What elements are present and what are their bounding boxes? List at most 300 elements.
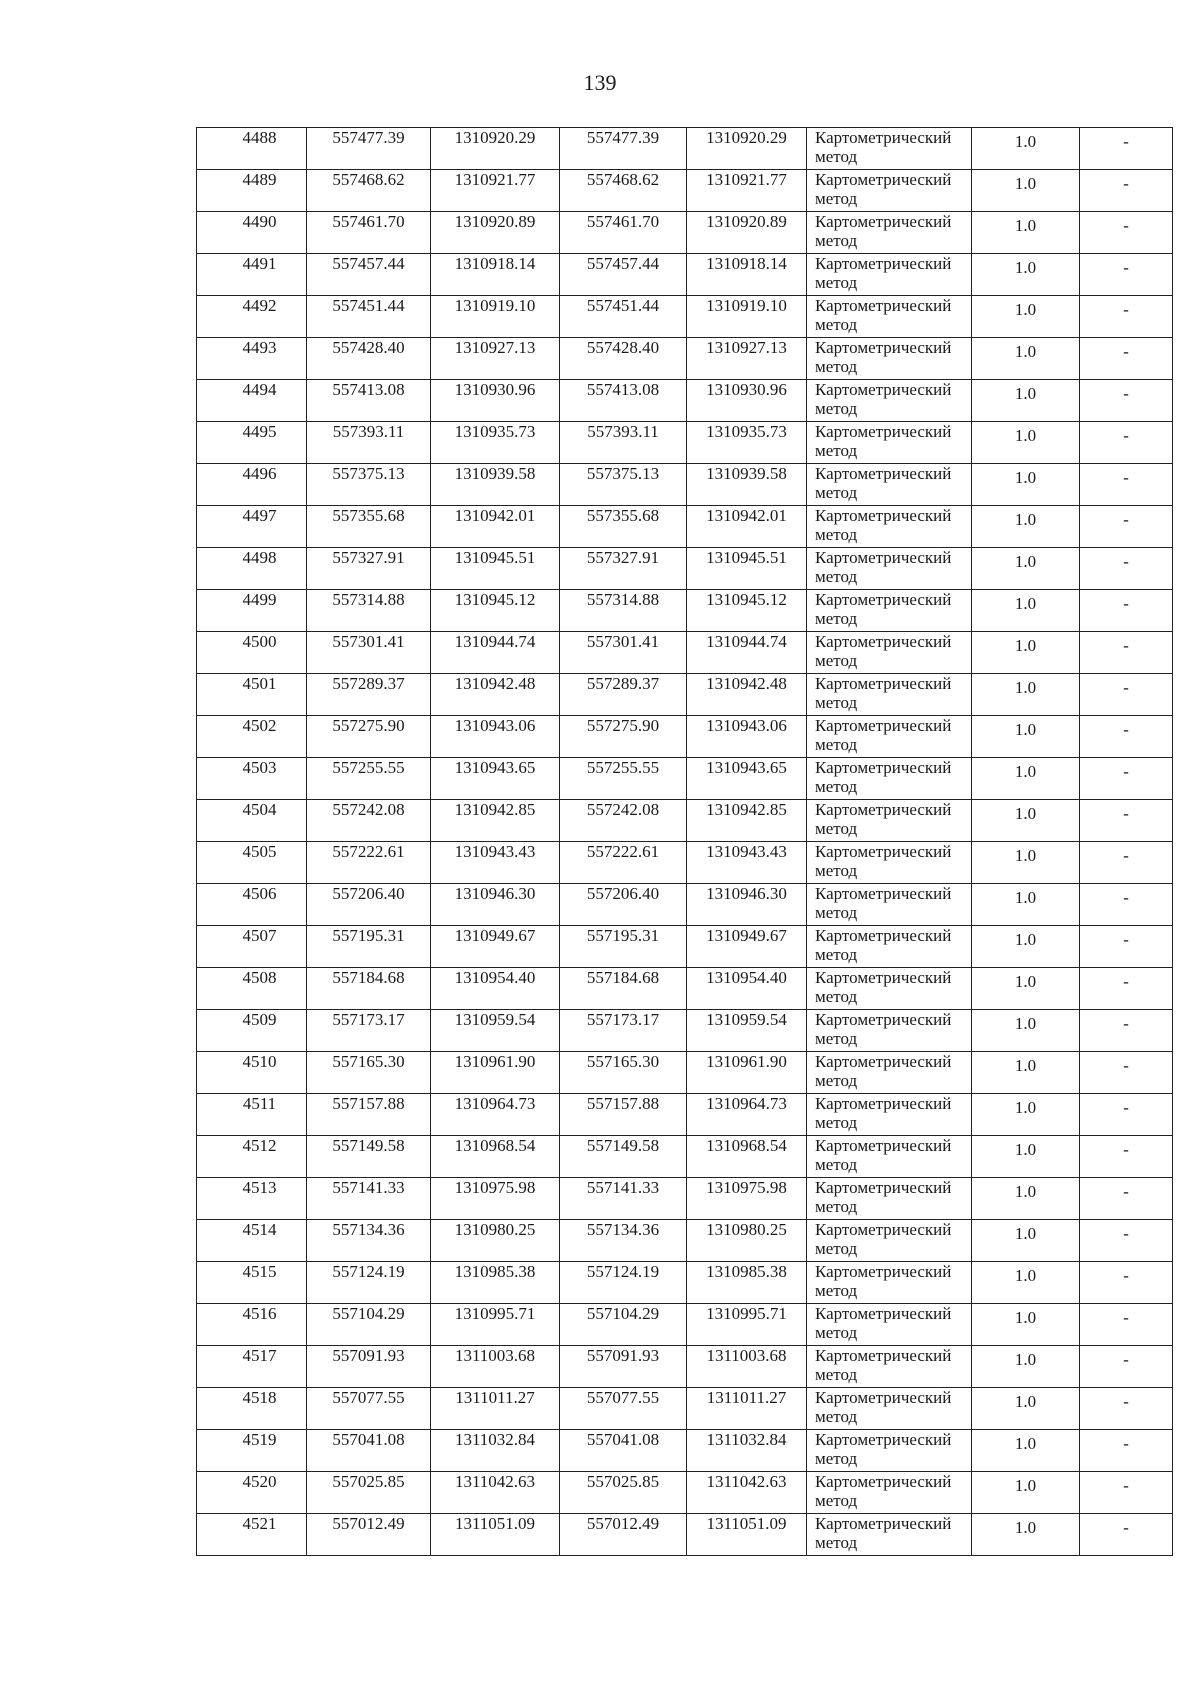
accuracy-cell: 1.0 [972,212,1080,254]
table-row [197,968,1173,1010]
x-new-cell: 557289.37 [560,674,687,716]
y-new-cell: 1310944.74 [687,632,807,674]
y-existing-cell: 1310946.30 [431,884,560,926]
table-row [197,338,1173,380]
y-existing-cell: 1310939.58 [431,464,560,506]
note-cell: - [1080,212,1173,254]
note-cell: - [1080,1136,1173,1178]
table-row [197,1262,1173,1304]
table-row [197,1052,1173,1094]
x-existing-cell: 557134.36 [307,1220,431,1262]
method-cell: Картометрический метод [807,632,972,674]
y-existing-cell: 1310985.38 [431,1262,560,1304]
y-new-cell: 1310968.54 [687,1136,807,1178]
x-existing-cell: 557255.55 [307,758,431,800]
y-new-cell: 1311042.63 [687,1472,807,1514]
x-new-cell: 557141.33 [560,1178,687,1220]
y-new-cell: 1310959.54 [687,1010,807,1052]
point-number-cell: 4488 [197,128,307,170]
y-new-cell: 1311032.84 [687,1430,807,1472]
accuracy-cell: 1.0 [972,1220,1080,1262]
x-existing-cell: 557012.49 [307,1514,431,1556]
method-cell: Картометрический метод [807,1136,972,1178]
method-cell: Картометрический метод [807,254,972,296]
note-cell: - [1080,1388,1173,1430]
y-new-cell: 1310920.29 [687,128,807,170]
x-new-cell: 557242.08 [560,800,687,842]
note-cell: - [1080,128,1173,170]
y-existing-cell: 1310918.14 [431,254,560,296]
y-existing-cell: 1310943.43 [431,842,560,884]
x-existing-cell: 557301.41 [307,632,431,674]
accuracy-cell: 1.0 [972,254,1080,296]
y-new-cell: 1310980.25 [687,1220,807,1262]
point-number-cell: 4508 [197,968,307,1010]
note-cell: - [1080,842,1173,884]
method-cell: Картометрический метод [807,1304,972,1346]
x-new-cell: 557255.55 [560,758,687,800]
table-row [197,1304,1173,1346]
note-cell: - [1080,1346,1173,1388]
y-existing-cell: 1310944.74 [431,632,560,674]
method-cell: Картометрический метод [807,842,972,884]
y-existing-cell: 1310943.06 [431,716,560,758]
table-row [197,170,1173,212]
table-row [197,254,1173,296]
method-cell: Картометрический метод [807,1430,972,1472]
x-new-cell: 557461.70 [560,212,687,254]
x-new-cell: 557428.40 [560,338,687,380]
point-number-cell: 4502 [197,716,307,758]
point-number-cell: 4495 [197,422,307,464]
point-number-cell: 4490 [197,212,307,254]
y-new-cell: 1310945.12 [687,590,807,632]
note-cell: - [1080,1010,1173,1052]
accuracy-cell: 1.0 [972,464,1080,506]
accuracy-cell: 1.0 [972,1346,1080,1388]
accuracy-cell: 1.0 [972,380,1080,422]
accuracy-cell: 1.0 [972,716,1080,758]
x-new-cell: 557025.85 [560,1472,687,1514]
table-row [197,422,1173,464]
method-cell: Картометрический метод [807,548,972,590]
point-number-cell: 4510 [197,1052,307,1094]
note-cell: - [1080,422,1173,464]
accuracy-cell: 1.0 [972,926,1080,968]
page-number: 139 [583,70,617,95]
y-new-cell: 1310949.67 [687,926,807,968]
x-existing-cell: 557477.39 [307,128,431,170]
note-cell: - [1080,632,1173,674]
table-row [197,1346,1173,1388]
x-existing-cell: 557141.33 [307,1178,431,1220]
note-cell: - [1080,254,1173,296]
point-number-cell: 4491 [197,254,307,296]
y-new-cell: 1310935.73 [687,422,807,464]
x-existing-cell: 557457.44 [307,254,431,296]
table-row [197,1010,1173,1052]
table-row [197,842,1173,884]
accuracy-cell: 1.0 [972,800,1080,842]
y-new-cell: 1310942.85 [687,800,807,842]
y-new-cell: 1310961.90 [687,1052,807,1094]
y-existing-cell: 1310942.01 [431,506,560,548]
x-new-cell: 557184.68 [560,968,687,1010]
table-row [197,800,1173,842]
point-number-cell: 4516 [197,1304,307,1346]
point-number-cell: 4506 [197,884,307,926]
note-cell: - [1080,1052,1173,1094]
x-new-cell: 557012.49 [560,1514,687,1556]
x-existing-cell: 557184.68 [307,968,431,1010]
table-row [197,464,1173,506]
method-cell: Картометрический метод [807,1010,972,1052]
x-new-cell: 557457.44 [560,254,687,296]
y-new-cell: 1310942.48 [687,674,807,716]
x-existing-cell: 557327.91 [307,548,431,590]
x-new-cell: 557157.88 [560,1094,687,1136]
table-row [197,632,1173,674]
note-cell: - [1080,590,1173,632]
y-new-cell: 1310943.06 [687,716,807,758]
x-new-cell: 557124.19 [560,1262,687,1304]
y-existing-cell: 1311011.27 [431,1388,560,1430]
x-existing-cell: 557077.55 [307,1388,431,1430]
point-number-cell: 4489 [197,170,307,212]
x-existing-cell: 557149.58 [307,1136,431,1178]
x-existing-cell: 557461.70 [307,212,431,254]
y-new-cell: 1310995.71 [687,1304,807,1346]
method-cell: Картометрический метод [807,212,972,254]
method-cell: Картометрический метод [807,1472,972,1514]
note-cell: - [1080,968,1173,1010]
note-cell: - [1080,170,1173,212]
y-existing-cell: 1310930.96 [431,380,560,422]
x-existing-cell: 557468.62 [307,170,431,212]
table-row [197,1430,1173,1472]
table-row [197,926,1173,968]
y-existing-cell: 1310942.48 [431,674,560,716]
table-row [197,1388,1173,1430]
x-existing-cell: 557413.08 [307,380,431,422]
y-new-cell: 1310943.65 [687,758,807,800]
point-number-cell: 4518 [197,1388,307,1430]
y-existing-cell: 1310959.54 [431,1010,560,1052]
table-row [197,1094,1173,1136]
y-existing-cell: 1310927.13 [431,338,560,380]
x-new-cell: 557468.62 [560,170,687,212]
method-cell: Картометрический метод [807,716,972,758]
x-new-cell: 557451.44 [560,296,687,338]
x-new-cell: 557275.90 [560,716,687,758]
x-new-cell: 557165.30 [560,1052,687,1094]
note-cell: - [1080,1304,1173,1346]
table-row [197,1220,1173,1262]
x-existing-cell: 557091.93 [307,1346,431,1388]
accuracy-cell: 1.0 [972,1262,1080,1304]
x-existing-cell: 557275.90 [307,716,431,758]
y-existing-cell: 1310995.71 [431,1304,560,1346]
y-existing-cell: 1311042.63 [431,1472,560,1514]
y-new-cell: 1311003.68 [687,1346,807,1388]
x-existing-cell: 557289.37 [307,674,431,716]
y-existing-cell: 1310975.98 [431,1178,560,1220]
method-cell: Картометрический метод [807,422,972,464]
method-cell: Картометрический метод [807,1262,972,1304]
note-cell: - [1080,926,1173,968]
x-new-cell: 557134.36 [560,1220,687,1262]
method-cell: Картометрический метод [807,506,972,548]
x-new-cell: 557149.58 [560,1136,687,1178]
note-cell: - [1080,800,1173,842]
table-row [197,212,1173,254]
x-new-cell: 557477.39 [560,128,687,170]
y-existing-cell: 1310945.12 [431,590,560,632]
note-cell: - [1080,758,1173,800]
point-number-cell: 4498 [197,548,307,590]
note-cell: - [1080,380,1173,422]
accuracy-cell: 1.0 [972,1052,1080,1094]
point-number-cell: 4503 [197,758,307,800]
y-existing-cell: 1310964.73 [431,1094,560,1136]
accuracy-cell: 1.0 [972,632,1080,674]
x-new-cell: 557206.40 [560,884,687,926]
y-new-cell: 1310946.30 [687,884,807,926]
method-cell: Картометрический метод [807,674,972,716]
point-number-cell: 4499 [197,590,307,632]
accuracy-cell: 1.0 [972,1010,1080,1052]
accuracy-cell: 1.0 [972,1388,1080,1430]
accuracy-cell: 1.0 [972,548,1080,590]
x-new-cell: 557375.13 [560,464,687,506]
accuracy-cell: 1.0 [972,758,1080,800]
method-cell: Картометрический метод [807,380,972,422]
accuracy-cell: 1.0 [972,338,1080,380]
method-cell: Картометрический метод [807,1514,972,1556]
point-number-cell: 4496 [197,464,307,506]
accuracy-cell: 1.0 [972,590,1080,632]
x-existing-cell: 557393.11 [307,422,431,464]
y-existing-cell: 1310949.67 [431,926,560,968]
accuracy-cell: 1.0 [972,968,1080,1010]
x-existing-cell: 557206.40 [307,884,431,926]
y-existing-cell: 1311003.68 [431,1346,560,1388]
x-existing-cell: 557124.19 [307,1262,431,1304]
y-existing-cell: 1311032.84 [431,1430,560,1472]
x-existing-cell: 557451.44 [307,296,431,338]
point-number-cell: 4494 [197,380,307,422]
y-new-cell: 1310920.89 [687,212,807,254]
point-number-cell: 4519 [197,1430,307,1472]
x-existing-cell: 557025.85 [307,1472,431,1514]
table-row [197,506,1173,548]
accuracy-cell: 1.0 [972,884,1080,926]
table-row [197,380,1173,422]
x-new-cell: 557314.88 [560,590,687,632]
note-cell: - [1080,506,1173,548]
y-existing-cell: 1310954.40 [431,968,560,1010]
table-row [197,1136,1173,1178]
accuracy-cell: 1.0 [972,1472,1080,1514]
x-new-cell: 557327.91 [560,548,687,590]
y-new-cell: 1310921.77 [687,170,807,212]
note-cell: - [1080,296,1173,338]
x-existing-cell: 557314.88 [307,590,431,632]
y-new-cell: 1310975.98 [687,1178,807,1220]
x-new-cell: 557104.29 [560,1304,687,1346]
method-cell: Картометрический метод [807,968,972,1010]
y-new-cell: 1311011.27 [687,1388,807,1430]
note-cell: - [1080,1220,1173,1262]
method-cell: Картометрический метод [807,1052,972,1094]
y-new-cell: 1310919.10 [687,296,807,338]
x-new-cell: 557355.68 [560,506,687,548]
point-number-cell: 4515 [197,1262,307,1304]
y-existing-cell: 1310961.90 [431,1052,560,1094]
point-number-cell: 4512 [197,1136,307,1178]
method-cell: Картометрический метод [807,1346,972,1388]
method-cell: Картометрический метод [807,800,972,842]
table-row [197,590,1173,632]
accuracy-cell: 1.0 [972,1304,1080,1346]
x-new-cell: 557173.17 [560,1010,687,1052]
note-cell: - [1080,1178,1173,1220]
y-existing-cell: 1310942.85 [431,800,560,842]
accuracy-cell: 1.0 [972,674,1080,716]
point-number-cell: 4501 [197,674,307,716]
y-existing-cell: 1310920.89 [431,212,560,254]
method-cell: Картометрический метод [807,296,972,338]
accuracy-cell: 1.0 [972,422,1080,464]
note-cell: - [1080,884,1173,926]
method-cell: Картометрический метод [807,1388,972,1430]
point-number-cell: 4520 [197,1472,307,1514]
method-cell: Картометрический метод [807,926,972,968]
point-number-cell: 4511 [197,1094,307,1136]
point-number-cell: 4509 [197,1010,307,1052]
note-cell: - [1080,1472,1173,1514]
table-row [197,1514,1173,1556]
method-cell: Картометрический метод [807,1094,972,1136]
table-body [197,128,1173,1556]
x-existing-cell: 557355.68 [307,506,431,548]
point-number-cell: 4492 [197,296,307,338]
x-new-cell: 557195.31 [560,926,687,968]
x-existing-cell: 557041.08 [307,1430,431,1472]
y-existing-cell: 1310945.51 [431,548,560,590]
y-new-cell: 1310942.01 [687,506,807,548]
x-existing-cell: 557375.13 [307,464,431,506]
accuracy-cell: 1.0 [972,842,1080,884]
accuracy-cell: 1.0 [972,296,1080,338]
y-new-cell: 1310943.43 [687,842,807,884]
note-cell: - [1080,1514,1173,1556]
y-existing-cell: 1310943.65 [431,758,560,800]
table-row [197,884,1173,926]
y-new-cell: 1310927.13 [687,338,807,380]
x-new-cell: 557301.41 [560,632,687,674]
method-cell: Картометрический метод [807,1220,972,1262]
x-new-cell: 557393.11 [560,422,687,464]
y-existing-cell: 1310968.54 [431,1136,560,1178]
x-existing-cell: 557195.31 [307,926,431,968]
table-row [197,296,1173,338]
x-existing-cell: 557157.88 [307,1094,431,1136]
table-row [197,674,1173,716]
y-existing-cell: 1310921.77 [431,170,560,212]
x-new-cell: 557041.08 [560,1430,687,1472]
accuracy-cell: 1.0 [972,1094,1080,1136]
method-cell: Картометрический метод [807,128,972,170]
method-cell: Картометрический метод [807,590,972,632]
point-number-cell: 4513 [197,1178,307,1220]
y-existing-cell: 1310920.29 [431,128,560,170]
note-cell: - [1080,674,1173,716]
accuracy-cell: 1.0 [972,506,1080,548]
table-row [197,128,1173,170]
x-existing-cell: 557242.08 [307,800,431,842]
x-new-cell: 557413.08 [560,380,687,422]
point-number-cell: 4504 [197,800,307,842]
y-existing-cell: 1310935.73 [431,422,560,464]
y-new-cell: 1310918.14 [687,254,807,296]
method-cell: Картометрический метод [807,758,972,800]
accuracy-cell: 1.0 [972,1514,1080,1556]
x-new-cell: 557091.93 [560,1346,687,1388]
x-new-cell: 557222.61 [560,842,687,884]
y-new-cell: 1310954.40 [687,968,807,1010]
table-row [197,1472,1173,1514]
point-number-cell: 4500 [197,632,307,674]
y-new-cell: 1311051.09 [687,1514,807,1556]
note-cell: - [1080,1430,1173,1472]
table-row [197,758,1173,800]
note-cell: - [1080,1262,1173,1304]
table-row [197,548,1173,590]
note-cell: - [1080,338,1173,380]
y-new-cell: 1310985.38 [687,1262,807,1304]
note-cell: - [1080,1094,1173,1136]
method-cell: Картометрический метод [807,338,972,380]
coordinates-table [196,127,1173,1556]
point-number-cell: 4493 [197,338,307,380]
note-cell: - [1080,464,1173,506]
x-existing-cell: 557173.17 [307,1010,431,1052]
y-existing-cell: 1310919.10 [431,296,560,338]
x-existing-cell: 557104.29 [307,1304,431,1346]
accuracy-cell: 1.0 [972,1136,1080,1178]
accuracy-cell: 1.0 [972,170,1080,212]
point-number-cell: 4521 [197,1514,307,1556]
x-existing-cell: 557165.30 [307,1052,431,1094]
table-row [197,716,1173,758]
point-number-cell: 4497 [197,506,307,548]
table-row [197,1178,1173,1220]
x-existing-cell: 557428.40 [307,338,431,380]
y-new-cell: 1310945.51 [687,548,807,590]
accuracy-cell: 1.0 [972,1430,1080,1472]
note-cell: - [1080,548,1173,590]
y-new-cell: 1310939.58 [687,464,807,506]
note-cell: - [1080,716,1173,758]
accuracy-cell: 1.0 [972,1178,1080,1220]
y-existing-cell: 1310980.25 [431,1220,560,1262]
point-number-cell: 4505 [197,842,307,884]
point-number-cell: 4517 [197,1346,307,1388]
accuracy-cell: 1.0 [972,128,1080,170]
x-new-cell: 557077.55 [560,1388,687,1430]
method-cell: Картометрический метод [807,464,972,506]
